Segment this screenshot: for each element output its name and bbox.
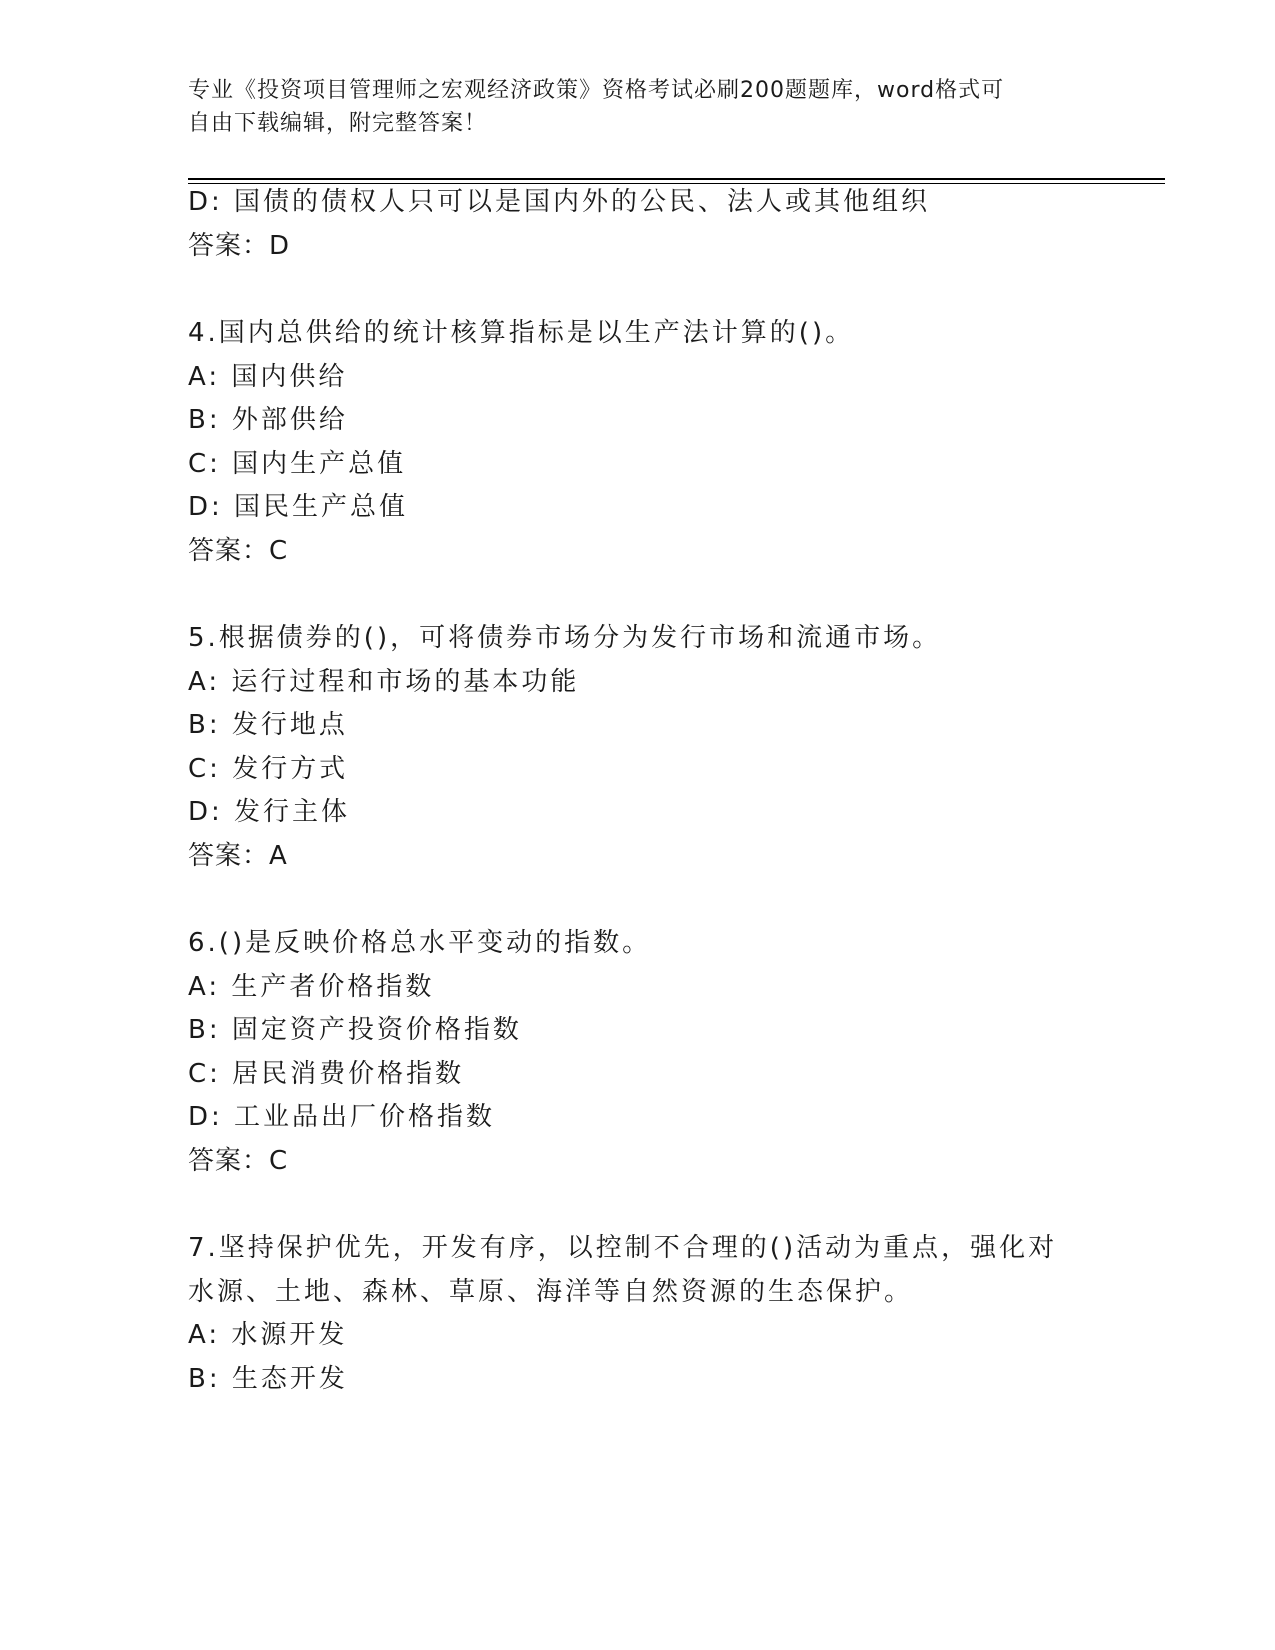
question-4-option-c: C: 国内生产总值: [188, 449, 407, 479]
question-7-stem-line-2: 水源、土地、森林、草原、海洋等自然资源的生态保护。: [188, 1277, 914, 1307]
question-5-answer: 答案：A: [188, 841, 288, 871]
question-4-answer: 答案：C: [188, 536, 289, 566]
question-4-option-d: D: 国民生产总值: [188, 492, 409, 522]
question-4-option-a: A: 国内供给: [188, 362, 348, 392]
prev-answer: 答案：D: [188, 231, 291, 261]
question-4-option-b: B: 外部供给: [188, 405, 348, 435]
header-line-1: 专业《投资项目管理师之宏观经济政策》资格考试必刷200题题库，word格式可: [188, 78, 1005, 103]
question-6-answer: 答案：C: [188, 1146, 289, 1176]
question-6-option-d: D: 工业品出厂价格指数: [188, 1102, 496, 1132]
question-7-option-a: A: 水源开发: [188, 1320, 348, 1350]
question-7-option-b: B: 生态开发: [188, 1364, 348, 1394]
prev-option-d: D: 国债的债权人只可以是国内外的公民、法人或其他组织: [188, 187, 931, 217]
question-5-option-d: D: 发行主体: [188, 797, 351, 827]
question-5-option-a: A: 运行过程和市场的基本功能: [188, 667, 580, 697]
question-6-option-a: A: 生产者价格指数: [188, 972, 435, 1002]
question-5-option-c: C: 发行方式: [188, 754, 349, 784]
question-6-stem: 6.()是反映价格总水平变动的指数。: [188, 928, 652, 958]
header-divider-thin: [188, 183, 1165, 184]
question-4-stem: 4.国内总供给的统计核算指标是以生产法计算的()。: [188, 318, 855, 348]
question-6-option-c: C: 居民消费价格指数: [188, 1059, 465, 1089]
question-7-stem-line-1: 7.坚持保护优先，开发有序，以控制不合理的()活动为重点，强化对: [188, 1233, 1058, 1263]
question-5-option-b: B: 发行地点: [188, 710, 348, 740]
question-5-stem: 5.根据债券的()，可将债券市场分为发行市场和流通市场。: [188, 623, 942, 653]
header-divider-thick: [188, 178, 1165, 180]
question-6-option-b: B: 固定资产投资价格指数: [188, 1015, 522, 1045]
page-header: [188, 74, 1088, 140]
header-line-2: 自由下载编辑，附完整答案！: [188, 111, 488, 136]
